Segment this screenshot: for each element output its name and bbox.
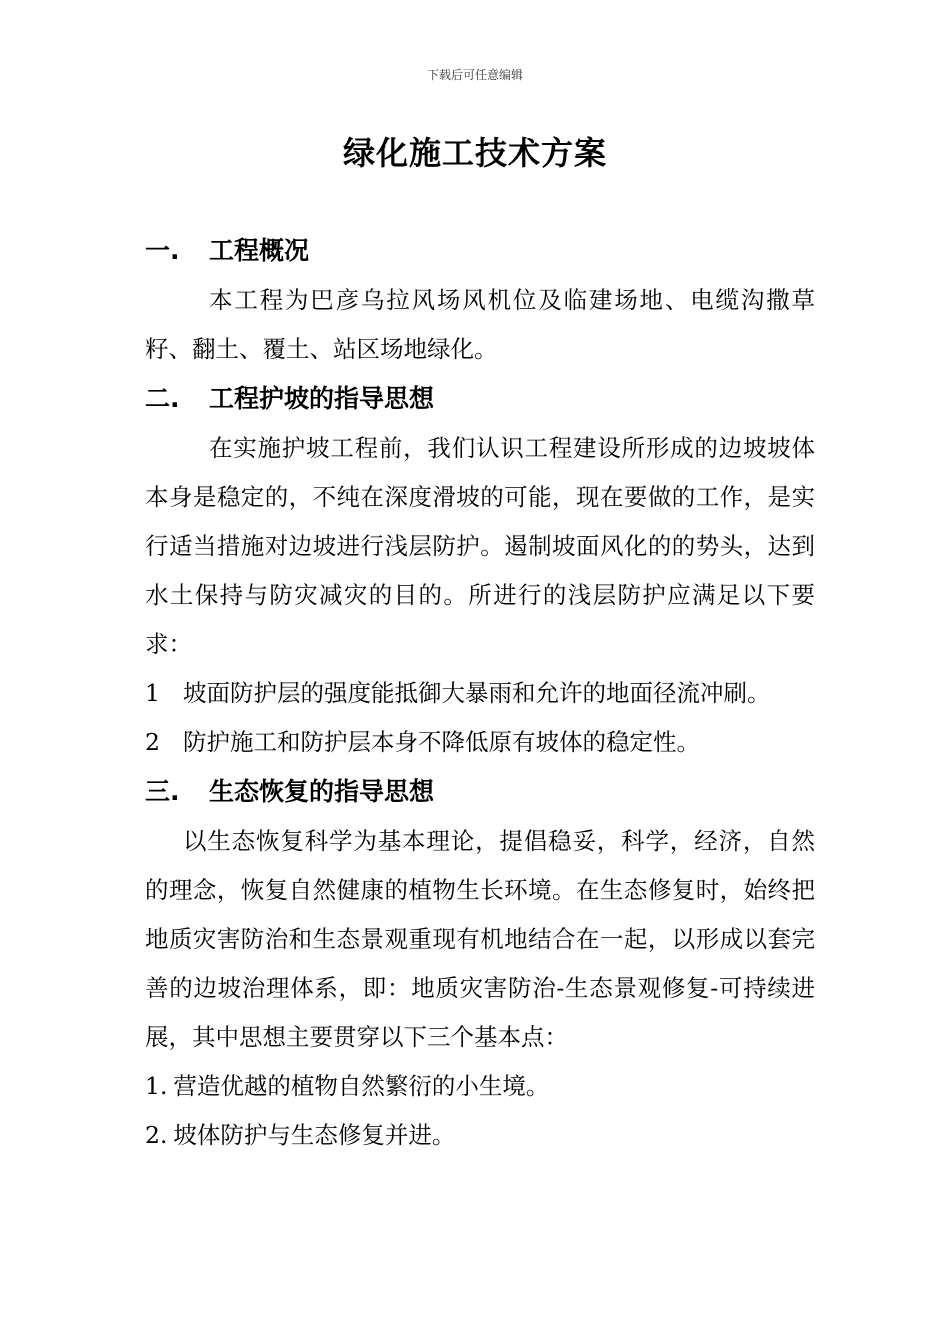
paragraph: 在实施护坡工程前，我们认识工程建设所形成的边坡坡体本身是稳定的，不纯在深度滑坡的可能，现在要做的工作，是实行适当措施对边坡进行浅层防护。遏制坡面风化的的势头，达到水土保持与防灾减灾的目的。所进行的浅层防护应满足以下要求： [145, 434, 815, 658]
list-marker: 1. [145, 1072, 168, 1100]
list-item [145, 1062, 815, 1111]
document-body [145, 226, 815, 1160]
section-number: 二. [145, 384, 180, 413]
section-heading-ecological-restoration [145, 767, 815, 817]
section-number: 三. [145, 777, 180, 806]
section-title: 生态恢复的指导思想 [209, 777, 435, 806]
document-title: 绿化施工技术方案 [342, 134, 607, 172]
list-marker: 1 [145, 679, 160, 707]
list-item [145, 1111, 815, 1160]
list-item-text: 坡体防护与生态修复并进。 [173, 1121, 456, 1149]
list-item [145, 718, 815, 767]
section-number: 一. [145, 236, 180, 265]
section-title: 工程概况 [209, 236, 310, 265]
header-note: 下载后可任意编辑 [426, 68, 523, 82]
list-item [145, 669, 815, 718]
list-item-text: 营造优越的植物自然繁衍的小生境。 [173, 1072, 550, 1100]
section-title: 工程护坡的指导思想 [209, 384, 435, 413]
list-item-text: 防护施工和防护层本身不降低原有坡体的稳定性。 [183, 728, 700, 756]
list-item-text: 坡面防护层的强度能抵御大暴雨和允许的地面径流冲刷。 [183, 679, 771, 707]
paragraph: 以生态恢复科学为基本理论，提倡稳妥，科学，经济，自然的理念，恢复自然健康的植物生长环境。在生态修复时，始终把地质灾害防治和生态景观重现有机地结合在一起，以形成以套完善的边坡治理体系，即：地质灾害防治-生态景观修复-可持续进展，其中思想主要贯穿以下三个基本点： [145, 827, 815, 1051]
section-heading-slope-protection [145, 374, 815, 424]
list-marker: 2 [145, 728, 160, 756]
section-heading-overview [145, 226, 815, 276]
list-marker: 2. [145, 1121, 168, 1149]
paragraph: 本工程为巴彦乌拉风场风机位及临建场地、电缆沟撒草籽、翻土、覆土、站区场地绿化。 [145, 286, 815, 363]
